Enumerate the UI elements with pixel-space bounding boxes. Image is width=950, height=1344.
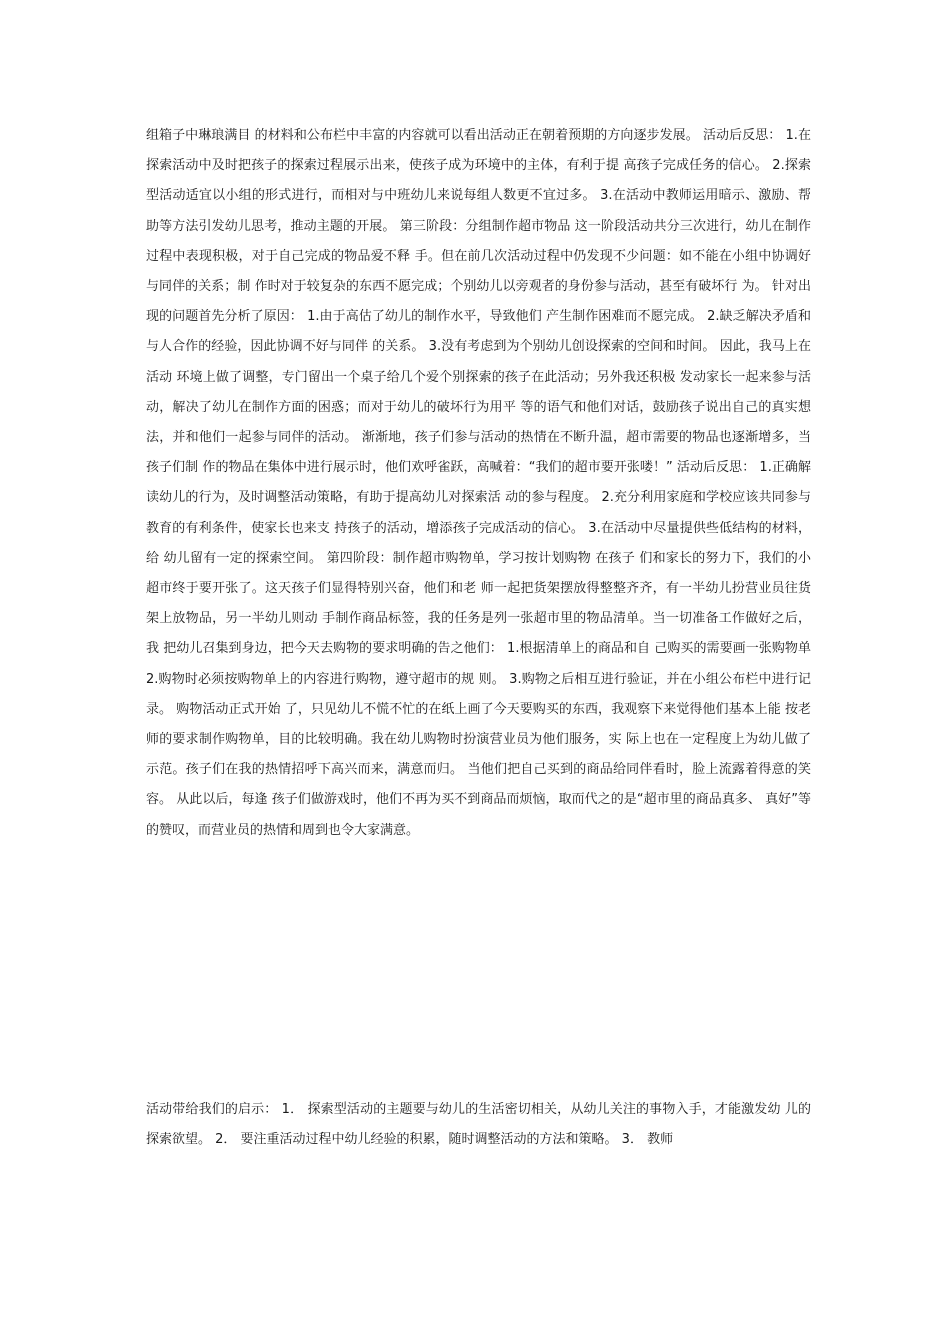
paragraph-activity-insights: 活动带给我们的启示： 1． 探索型活动的主题要与幼儿的生活密切相关，从幼儿关注的事物入手，才能激发幼 儿的探索欲望。 2． 要注重活动过程中幼儿经验的积累，随时调整活动的方法和策略。 3． 教师 — [146, 1102, 811, 1148]
paragraph-activity-reflection: 组箱子中琳琅满目 的材料和公布栏中丰富的内容就可以看出活动正在朝着预期的方向逐步发展。 活动后反思： 1.在探索活动中及时把孩子的探索过程展示出来，使孩子成为环境中的主体，有利于提 高孩子完成任务的信心。 2.探索型活动适宜以小组的形式进行，而相对与中班幼儿来说每组人数更不宜过多。 3.在活动中教师运用暗示、激励、帮助等方法引发幼儿思考，推动主题的开展。 第三阶段：分组制作超市物品 这一阶段活动共分三次进行，幼儿在制作过程中表现积极，对于自己完成的物品爱不释 手。但在前几次活动过程中仍发现不少问题：如不能在小组中协调好与同伴的关系；制 作时对于较复杂的东西不愿完成；个别幼儿以旁观者的身份参与活动，甚至有破坏行 为。 针对出现的问题首先分析了原因： 1.由于高估了幼儿的制作水平，导致他们 产生制作困难而不愿完成。 2.缺乏解决矛盾和与人合作的经验，因此协调不好与同伴 的关系。 3.没有考虑到为个别幼儿创设探索的空间和时间。 因此，我马上在活动 环境上做了调整，专门留出一个桌子给几个爱个别探索的孩子在此活动；另外我还积极 发动家长一起来参与活动，解决了幼儿在制作方面的困惑；而对于幼儿的破坏行为用平 等的语气和他们对话，鼓励孩子说出自己的真实想法，并和他们一起参与同伴的活动。 渐渐地，孩子们参与活动的热情在不断升温，超市需要的物品也逐渐增多，当孩子们制 作的物品在集体中进行展示时，他们欢呼雀跃，高喊着：“我们的超市要开张喽！” 活动后反思： 1.正确解读幼儿的行为，及时调整活动策略，有助于提高幼儿对探索活 动的参与程度。 2.充分利用家庭和学校应该共同参与教育的有利条件，使家长也来支 持孩子的活动，增添孩子完成活动的信心。 3.在活动中尽量提供些低结构的材料，给 幼儿留有一定的探索空间。 第四阶段：制作超市购物单，学习按计划购物 在孩子 们和家长的努力下，我们的小超市终于要开张了。这天孩子们显得特别兴奋，他们和老 师一起把货架摆放得整整齐齐，有一半幼儿扮营业员往货架上放物品，另一半幼儿则动 手制作商品标签，我的任务是列一张超市里的物品清单。当一切准备工作做好之后，我 把幼儿召集到身边，把今天去购物的要求明确的告之他们： 1.根据清单上的商品和自 己购买的需要画一张购物单 2.购物时必须按购物单上的内容进行购物，遵守超市的规 则。 3.购物之后相互进行验证，并在小组公布栏中进行记录。 购物活动正式开始 了，只见幼儿不慌不忙的在纸上画了今天要购买的东西，我观察下来觉得他们基本上能 按老师的要求制作购物单，目的比较明确。我在幼儿购物时扮演营业员为他们服务，实 际上也在一定程度上为幼儿做了示范。孩子们在我的热情招呼下高兴而来，满意而归。 当他们把自己买到的商品给同伴看时，脸上流露着得意的笑容。 从此以后，每逢 孩子们做游戏时，他们不再为买不到商品而烦恼，取而代之的是“超市里的商品真多、 真好”等的赞叹，而营业员的热情和周到也令大家满意。 — [146, 128, 811, 838]
